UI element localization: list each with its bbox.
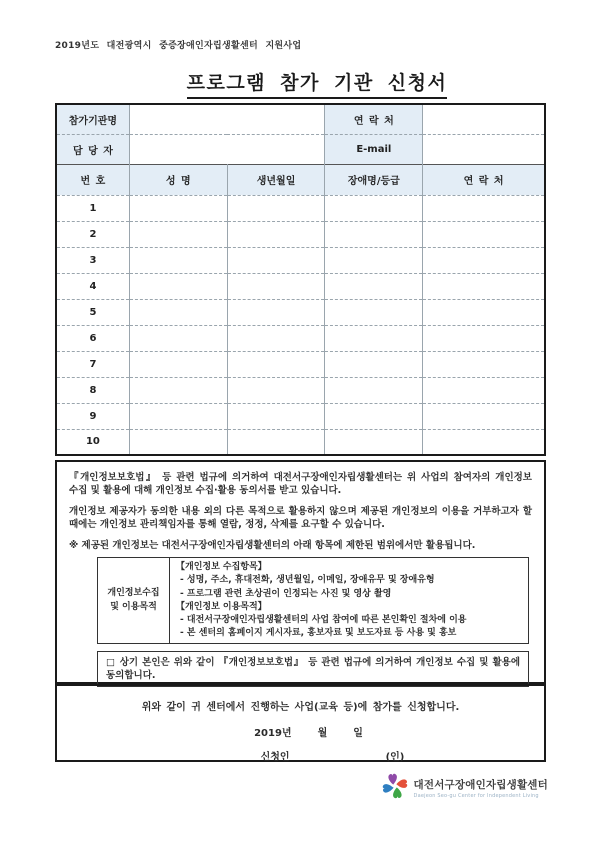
name-cell[interactable]	[129, 377, 227, 403]
row-number: 9	[56, 403, 129, 429]
table-row	[56, 273, 545, 299]
email-label: E-mail	[325, 134, 423, 164]
table-row	[56, 377, 545, 403]
row-number: 5	[56, 299, 129, 325]
birthdate-cell[interactable]	[227, 351, 325, 377]
contact-label: 연 락 처	[325, 104, 423, 134]
birthdate-cell[interactable]	[227, 325, 325, 351]
center-name: 대전서구장애인자립생활센터	[413, 779, 548, 791]
col-header-disability: 장애명/등급	[325, 164, 423, 195]
name-cell[interactable]	[129, 299, 227, 325]
birthdate-cell[interactable]	[227, 195, 325, 221]
contact-cell[interactable]	[423, 299, 545, 325]
row-number: 2	[56, 221, 129, 247]
table-row	[56, 351, 545, 377]
table-row	[56, 221, 545, 247]
contact-cell[interactable]	[423, 273, 545, 299]
birthdate-cell[interactable]	[227, 299, 325, 325]
row-number: 3	[56, 247, 129, 273]
application-statement: 위와 같이 귀 센터에서 진행하는 사업(교육 등)에 참가를 신청합니다.	[141, 702, 460, 713]
manager-row	[56, 134, 545, 164]
name-cell[interactable]	[129, 247, 227, 273]
purpose-table	[97, 557, 529, 643]
flower-logo-icon	[380, 770, 410, 806]
collect-item: - 성명, 주소, 휴대전화, 생년월일, 이메일, 장애유무 및 장애유형	[180, 575, 435, 586]
consent-agreement-box	[97, 651, 529, 688]
consent-note: ※ 제공된 개인정보는 대전서구장애인자립생활센터의 아래 항목에 제한된 범위에서만 활용됩니다.	[69, 539, 476, 551]
privacy-consent-section	[55, 460, 546, 684]
row-number: 8	[56, 377, 129, 403]
contact-cell[interactable]	[423, 325, 545, 351]
col-header-name: 성 명	[129, 164, 227, 195]
application-statement-section	[55, 684, 546, 762]
table-row	[56, 325, 545, 351]
contact-cell[interactable]	[423, 403, 545, 429]
name-cell[interactable]	[129, 351, 227, 377]
program-label: 2019년도 대전광역시 중증장애인자립생활센터 지원사업	[55, 41, 302, 51]
org-row	[56, 104, 545, 134]
date-month: 월	[317, 728, 328, 739]
birthdate-cell[interactable]	[227, 247, 325, 273]
row-number: 7	[56, 351, 129, 377]
row-number: 10	[56, 429, 129, 455]
purpose-table-label: 개인정보수집 및 이용목적	[98, 558, 170, 643]
signature-line	[89, 748, 576, 763]
collect-items-title: 【개인정보 수집항목】	[176, 562, 267, 573]
disability-cell[interactable]	[325, 351, 423, 377]
birthdate-cell[interactable]	[227, 273, 325, 299]
use-item: - 본 센터의 홈페이지 게시자료, 홍보자료 및 보도자료 등 사용 및 홍보	[180, 627, 457, 638]
use-purpose-title: 【개인정보 이용목적】	[176, 601, 267, 612]
birthdate-cell[interactable]	[227, 377, 325, 403]
disability-cell[interactable]	[325, 221, 423, 247]
col-header-birthdate: 생년월일	[227, 164, 325, 195]
contact-cell[interactable]	[423, 247, 545, 273]
use-item: - 대전서구장애인자립생활센터의 사업 참여에 따른 본인확인 절차에 이용	[180, 614, 467, 625]
birthdate-cell[interactable]	[227, 403, 325, 429]
col-header-contact: 연 락 처	[423, 164, 545, 195]
email-input[interactable]	[423, 134, 545, 164]
contact-input[interactable]	[423, 104, 545, 134]
center-name-english: Daejeon Seo-gu Center for Independent Living	[413, 793, 539, 799]
col-header-number: 번 호	[56, 164, 129, 195]
name-cell[interactable]	[129, 195, 227, 221]
birthdate-cell[interactable]	[227, 221, 325, 247]
org-name-label: 참가기관명	[56, 104, 129, 134]
consent-paragraph-1: 『개인정보보호법』 등 관련 법규에 의거하여 대전서구장애인자립생활센터는 위 사업의 참여자의 개인정보 수집 및 활용에 대해 개인정보 수집·활용 동의서를 받고 있습니다.	[69, 472, 532, 497]
disability-cell[interactable]	[325, 403, 423, 429]
table-row	[56, 247, 545, 273]
disability-cell[interactable]	[325, 299, 423, 325]
disability-cell[interactable]	[325, 377, 423, 403]
participant-table	[55, 103, 546, 456]
agree-text: 상기 본인은 위와 같이 『개인정보보호법』 등 관련 법규에 의거하여 개인정보 수집 및 활용에 동의합니다.	[106, 656, 521, 681]
disability-cell[interactable]	[325, 273, 423, 299]
applicant-label: 신청인	[260, 752, 290, 763]
row-number: 4	[56, 273, 129, 299]
name-cell[interactable]	[129, 403, 227, 429]
purpose-table-content	[170, 558, 529, 643]
table-row	[56, 195, 545, 221]
name-cell[interactable]	[129, 273, 227, 299]
table-row	[56, 299, 545, 325]
center-logo	[380, 770, 548, 806]
row-number: 6	[56, 325, 129, 351]
table-row	[56, 429, 545, 455]
page-title: 프로그램 참가 기관 신청서	[187, 68, 448, 99]
logo-text	[414, 777, 548, 799]
disability-cell[interactable]	[325, 195, 423, 221]
title-wrap	[0, 68, 600, 99]
disability-cell[interactable]	[325, 429, 423, 455]
table-row	[56, 403, 545, 429]
contact-cell[interactable]	[423, 221, 545, 247]
contact-cell[interactable]	[423, 351, 545, 377]
agree-checkbox[interactable]: □	[106, 656, 116, 668]
contact-cell[interactable]	[423, 377, 545, 403]
manager-label: 담 당 자	[56, 134, 129, 164]
column-header-row	[56, 164, 545, 195]
name-cell[interactable]	[129, 221, 227, 247]
manager-input[interactable]	[129, 134, 325, 164]
contact-cell[interactable]	[423, 429, 545, 455]
contact-cell[interactable]	[423, 195, 545, 221]
collect-item: - 프로그램 관련 초상권이 인정되는 사진 및 영상 촬영	[180, 588, 392, 599]
birthdate-cell[interactable]	[227, 429, 325, 455]
name-cell[interactable]	[129, 325, 227, 351]
consent-paragraph-2: 개인정보 제공자가 동의한 내용 외의 다른 목적으로 활용하지 않으며 제공된 개인정보의 이용을 거부하고자 할 때에는 개인정보 관리책임자를 통해 열람, 정정, 삭제를 요구할 수 있습니다.	[69, 505, 532, 531]
name-cell[interactable]	[129, 429, 227, 455]
row-number: 1	[56, 195, 129, 221]
disability-cell[interactable]	[325, 325, 423, 351]
seal-label: (인)	[385, 752, 405, 763]
date-day: 일	[353, 728, 363, 739]
org-name-input[interactable]	[129, 104, 325, 134]
disability-cell[interactable]	[325, 247, 423, 273]
date-year: 2019년	[254, 728, 292, 739]
application-date-line	[65, 724, 552, 739]
